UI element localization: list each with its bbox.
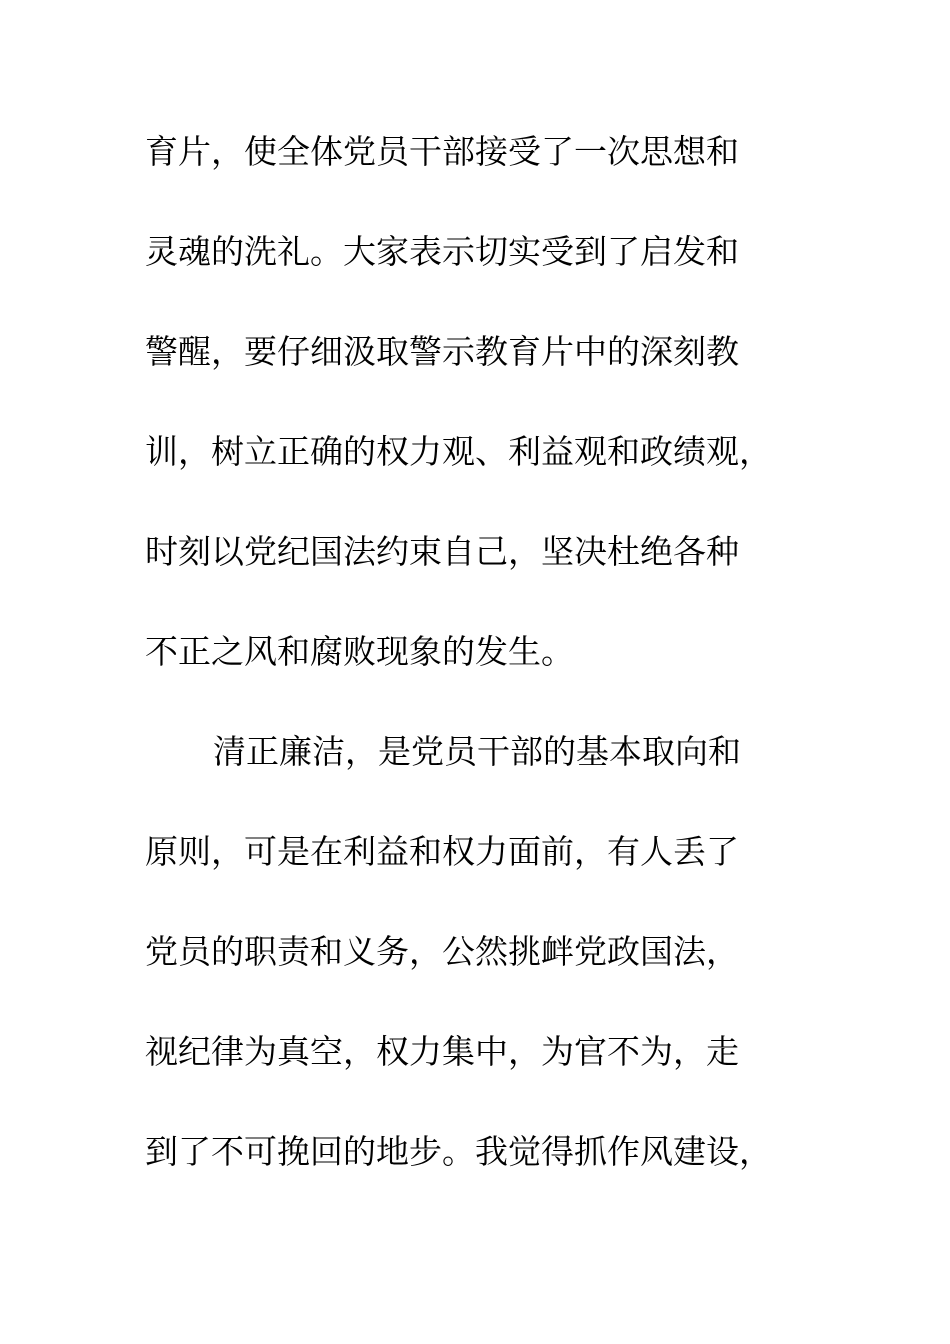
paragraph-1-line-3: 警醒，要仔细汲取警示教育片中的深刻教 — [145, 332, 739, 371]
paragraph-1-line-5: 时刻以党纪国法约束自己，坚决杜绝各种 — [145, 532, 739, 571]
paragraph-2-line-1: 清正廉洁，是党员干部的基本取向和 — [213, 732, 741, 771]
paragraph-1-line-6: 不正之风和腐败现象的发生。 — [145, 632, 574, 671]
paragraph-1-line-2: 灵魂的洗礼。大家表示切实受到了启发和 — [145, 232, 739, 271]
paragraph-1-line-1: 育片，使全体党员干部接受了一次思想和 — [145, 132, 739, 171]
paragraph-2-line-2: 原则，可是在利益和权力面前，有人丢了 — [145, 832, 739, 871]
paragraph-2-line-5: 到了不可挽回的地步。我觉得抓作风建设， — [145, 1132, 772, 1171]
paragraph-2-line-3: 党员的职责和义务，公然挑衅党政国法， — [145, 932, 739, 971]
paragraph-1-line-4: 训，树立正确的权力观、利益观和政绩观， — [145, 432, 772, 471]
paragraph-2-line-4: 视纪律为真空，权力集中，为官不为，走 — [145, 1032, 739, 1071]
